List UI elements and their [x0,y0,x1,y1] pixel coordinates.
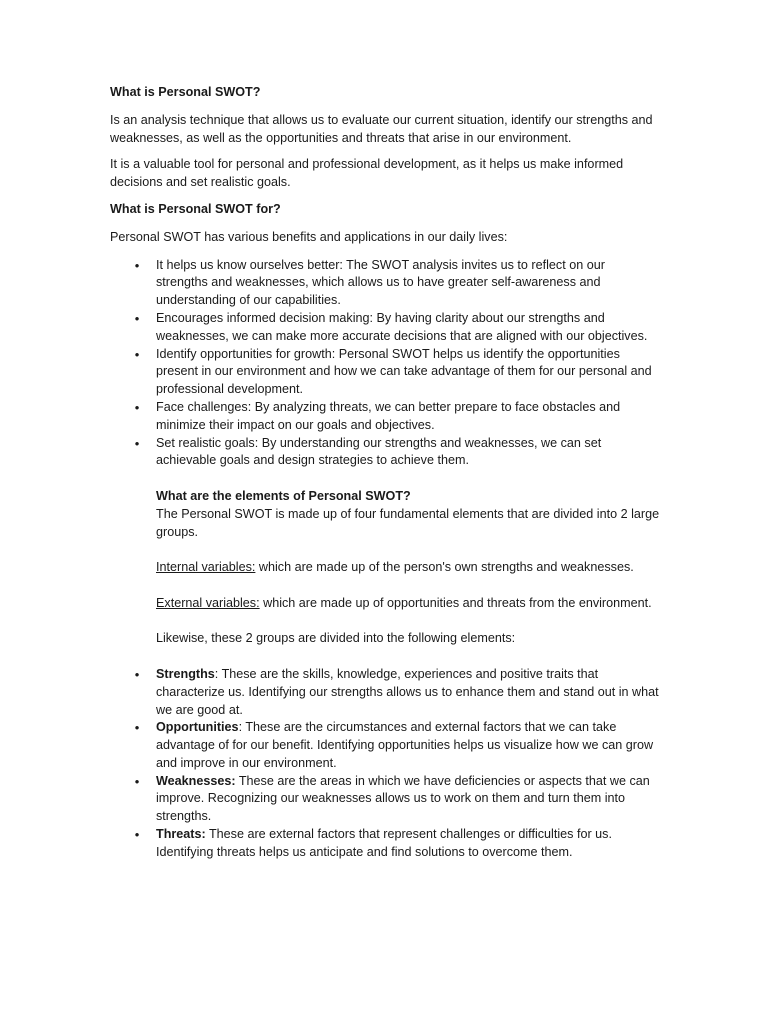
heading-what-is-swot-for: What is Personal SWOT for? [110,201,281,216]
list-item [110,666,660,719]
element-term: Weaknesses: [156,773,236,788]
document-body [110,84,660,862]
elements-section [110,488,660,648]
bullet-icon: • [134,310,140,326]
list-item-text: It helps us know ourselves better: The SWOT analysis invites us to reflect on our strengths and weaknesses, which allows us to have greater self-awareness and understanding of our capabilities. [156,257,605,308]
list-item-text: Identify opportunities for growth: Personal SWOT helps us identify the opportunities present in our environment and how we can take advantage of them for our personal and professional development. [156,346,652,397]
element-term: Opportunities [156,720,239,735]
element-text: These are the skills, knowledge, experiences and positive traits that characterize us. Identifying our strengths allows us to enhance them and stand out in what we are good at. [156,666,659,717]
benefits-list [110,257,660,471]
paragraph-value: It is a valuable tool for personal and professional development, as it helps us make informed decisions and set realistic goals. [110,157,624,190]
bullet-icon: • [134,435,140,451]
external-variables-label: External variables: [156,595,260,610]
list-item [110,310,660,346]
bullet-icon: • [134,666,140,682]
bullet-icon: • [134,346,140,362]
bullet-icon: • [134,827,140,843]
paragraph-likewise: Likewise, these 2 groups are divided into the following elements: [156,631,516,646]
element-term: Strengths [156,666,215,681]
heading-what-is-swot: What is Personal SWOT? [110,85,261,99]
elements-list [110,666,660,862]
element-separator: : [214,666,222,681]
internal-variables-text: which are made up of the person's own strengths and weaknesses. [255,560,634,575]
bullet-icon: • [134,399,140,415]
list-item [110,399,660,435]
element-term: Threats: [156,827,206,842]
element-text: These are external factors that represent challenges or difficulties for us. Identifying threats helps us anticipate and find solutions to overcome them. [156,827,612,859]
heading-elements: What are the elements of Personal SWOT? [156,488,411,503]
paragraph-benefits-intro: Personal SWOT has various benefits and applications in our daily lives: [110,229,508,244]
element-separator: : [238,720,246,735]
bullet-icon: • [134,257,140,273]
bullet-icon: • [134,773,140,789]
list-item [110,346,660,399]
paragraph-definition: Is an analysis technique that allows us to evaluate our current situation, identify our strengths and weaknesses, as well as the opportunities and threats that arise in our environment. [110,112,653,145]
list-item-text: Encourages informed decision making: By having clarity about our strengths and weaknesses, we can make more accurate decisions that are aligned with our objectives. [156,310,648,343]
list-item [110,435,660,471]
paragraph-elements-intro: The Personal SWOT is made up of four fundamental elements that are divided into 2 large groups. [156,506,660,539]
list-item [110,719,660,772]
list-item [110,826,660,862]
external-variables-text: which are made up of opportunities and threats from the environment. [259,595,652,610]
list-item-text: Face challenges: By analyzing threats, we can better prepare to face obstacles and minimize their impact on our goals and objectives. [156,399,621,432]
bullet-icon: • [134,720,140,736]
internal-variables-label: Internal variables: [156,560,256,575]
list-item [110,773,660,826]
paragraph-internal-variables [156,559,660,577]
list-item [110,257,660,310]
element-text: These are the areas in which we have deficiencies or aspects that we can improve. Recognizing our weaknesses allows us to work on them and turn them into strengths. [156,773,650,824]
paragraph-external-variables [156,595,660,613]
element-text: These are the circumstances and external factors that we can take advantage of for our benefit. Identifying opportunities helps us visualize how we can grow and improve in our environment. [156,720,654,770]
list-item-text: Set realistic goals: By understanding our strengths and weaknesses, we can set achievable goals and design strategies to achieve them. [156,435,602,468]
